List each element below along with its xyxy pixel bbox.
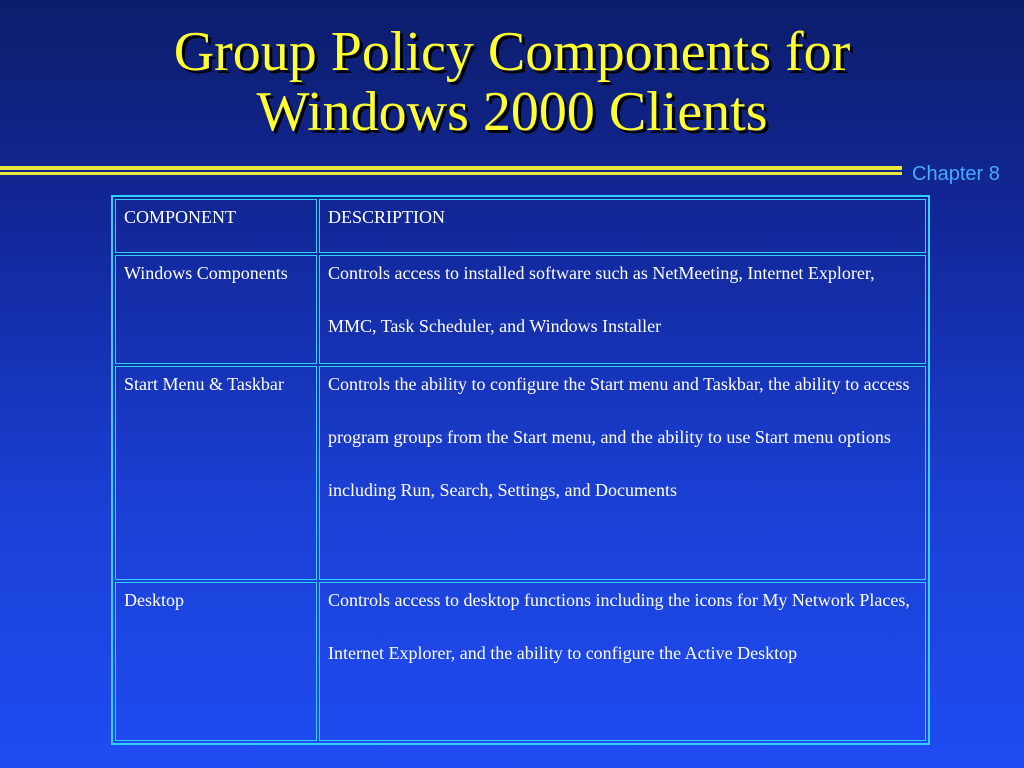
slide-title-line-2: Windows 2000 Clients [256, 81, 768, 143]
description-cell: Controls the ability to configure the Start menu and Taskbar, the ability to access program groups from the Start menu, and the ability to use Start menu options including Run, Search, Settings, and Documents [319, 366, 926, 580]
component-cell: Start Menu & Taskbar [115, 366, 317, 580]
table-row [115, 582, 926, 741]
description-cell: Controls access to desktop functions including the icons for My Network Places, Internet Explorer, and the ability to configure the Active Desktop [319, 582, 926, 741]
table-row [115, 255, 926, 364]
components-table [113, 197, 928, 743]
slide-title-line-1: Group Policy Components for [173, 21, 851, 83]
table-row [115, 366, 926, 580]
chapter-label: Chapter 8 [912, 163, 1000, 185]
header-description: DESCRIPTION [319, 199, 926, 253]
component-cell: Desktop [115, 582, 317, 741]
slide-title [0, 22, 1024, 142]
table-header-row [115, 199, 926, 253]
title-divider-thin [0, 172, 902, 175]
component-cell: Windows Components [115, 255, 317, 364]
title-divider-thick [0, 166, 902, 170]
description-cell: Controls access to installed software such as NetMeeting, Internet Explorer, MMC, Task Scheduler, and Windows Installer [319, 255, 926, 364]
components-table-frame [111, 195, 930, 745]
header-component: COMPONENT [115, 199, 317, 253]
